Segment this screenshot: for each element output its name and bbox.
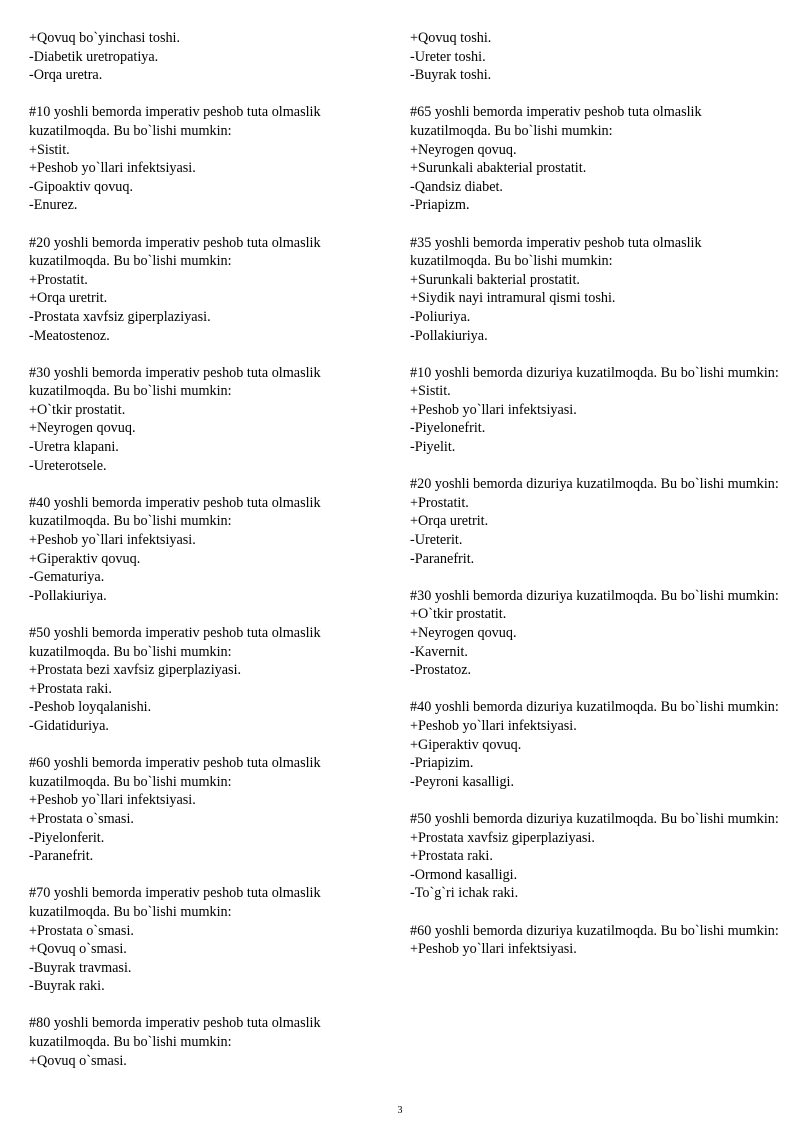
answer-option: +Prostata o`smasi.	[29, 810, 134, 827]
answer-option: -Ureter toshi.	[410, 48, 486, 65]
answer-option: +Peshob yo`llari infektsiyasi.	[29, 532, 196, 549]
answer-option: +Prostata xavfsiz giperplaziyasi.	[410, 829, 595, 846]
answer-option: -Gematuriya.	[29, 569, 105, 586]
answer-option: +Giperaktiv qovuq.	[29, 550, 141, 567]
question-block	[410, 587, 780, 680]
answer-option: +Peshob yo`llari infektsiyasi.	[29, 160, 196, 177]
answer-option: +O`tkir prostatit.	[29, 401, 126, 418]
answer-option: +Prostata bezi xavfsiz giperplaziyasi.	[29, 662, 242, 679]
question-block	[410, 29, 780, 85]
question-block	[410, 364, 780, 457]
answer-option: +Prostatit.	[29, 271, 88, 288]
answer-option: +Peshob yo`llari infektsiyasi.	[29, 792, 196, 809]
page-number: 3	[397, 1105, 403, 1116]
question-block	[29, 494, 399, 606]
question-text: #20 yoshli bemorda imperativ peshob tuta olmaslik kuzatilmoqda. Bu bo`lishi mumkin:	[29, 234, 321, 270]
answer-option: +Peshob yo`llari infektsiyasi.	[410, 717, 577, 734]
answer-option: -Ureterit.	[410, 532, 463, 549]
answer-option: +Peshob yo`llari infektsiyasi.	[410, 941, 577, 958]
question-text: #60 yoshli bemorda dizuriya kuzatilmoqda. Bu bo`lishi mumkin:	[410, 922, 779, 939]
answer-option: -Priapizim.	[410, 755, 474, 772]
question-block	[410, 922, 780, 959]
answer-option: -Paranefrit.	[29, 848, 94, 865]
answer-option: -Gipoaktiv qovuq.	[29, 178, 134, 195]
answer-option: +Prostata raki.	[410, 848, 493, 865]
answer-option: -Piyelit.	[410, 439, 456, 456]
answer-option: +Prostatit.	[410, 494, 469, 511]
left-column	[29, 29, 399, 1089]
right-column	[410, 29, 780, 977]
question-block	[410, 810, 780, 903]
question-block	[410, 475, 780, 568]
answer-option: +Sistit.	[29, 141, 70, 158]
answer-option: +Siydik nayi intramural qismi toshi.	[410, 290, 616, 307]
answer-option: -Kavernit.	[410, 643, 468, 660]
question-block	[29, 1014, 399, 1070]
answer-option: +Qovuq o`smasi.	[29, 1052, 127, 1069]
question-text: #20 yoshli bemorda dizuriya kuzatilmoqda. Bu bo`lishi mumkin:	[410, 476, 779, 493]
answer-option: +Orqa uretrit.	[410, 513, 489, 530]
question-text: #10 yoshli bemorda dizuriya kuzatilmoqda. Bu bo`lishi mumkin:	[410, 364, 779, 381]
answer-option: -Ormond kasalligi.	[410, 866, 518, 883]
question-text: #30 yoshli bemorda dizuriya kuzatilmoqda. Bu bo`lishi mumkin:	[410, 587, 779, 604]
answer-option: +Surunkali bakterial prostatit.	[410, 271, 580, 288]
question-text: #60 yoshli bemorda imperativ peshob tuta olmaslik kuzatilmoqda. Bu bo`lishi mumkin:	[29, 755, 321, 790]
question-block	[29, 103, 399, 215]
answer-option: +Surunkali abakterial prostatit.	[410, 160, 587, 177]
answer-option: -Piyelonefrit.	[410, 420, 486, 437]
answer-option: -Buyrak raki.	[29, 978, 105, 995]
answer-option: -Diabetik uretropatiya.	[29, 48, 159, 65]
answer-option: -Qandsiz diabet.	[410, 178, 503, 195]
question-text: #80 yoshli bemorda imperativ peshob tuta olmaslik kuzatilmoqda. Bu bo`lishi mumkin:	[29, 1015, 321, 1051]
question-text: #70 yoshli bemorda imperativ peshob tuta olmaslik kuzatilmoqda. Bu bo`lishi mumkin:	[29, 885, 321, 920]
question-text: #50 yoshli bemorda dizuriya kuzatilmoqda. Bu bo`lishi mumkin:	[410, 810, 779, 827]
answer-option: +Qovuq o`smasi.	[29, 941, 127, 958]
answer-option: +Prostata o`smasi.	[29, 922, 134, 939]
question-block	[29, 884, 399, 996]
question-text: #40 yoshli bemorda imperativ peshob tuta olmaslik kuzatilmoqda. Bu bo`lishi mumkin:	[29, 494, 321, 530]
question-text: #50 yoshli bemorda imperativ peshob tuta olmaslik kuzatilmoqda. Bu bo`lishi mumkin:	[29, 625, 321, 660]
answer-option: -Prostatoz.	[410, 662, 472, 679]
answer-option: -Piyelonferit.	[29, 829, 105, 846]
answer-option: -Buyrak travmasi.	[29, 959, 132, 976]
answer-option: +Qovuq toshi.	[410, 30, 492, 46]
question-block	[29, 29, 399, 85]
answer-option: +O`tkir prostatit.	[410, 606, 507, 623]
answer-option: -Paranefrit.	[410, 550, 475, 567]
answer-option: -Enurez.	[29, 197, 78, 214]
answer-option: +Neyrogen qovuq.	[29, 420, 136, 437]
question-block	[29, 364, 399, 476]
answer-option: -Prostata xavfsiz giperplaziyasi.	[29, 308, 211, 325]
answer-option: +Neyrogen qovuq.	[410, 625, 517, 641]
answer-option: -Priapizm.	[410, 197, 470, 214]
answer-option: -Peshob loyqalanishi.	[29, 699, 152, 716]
answer-option: +Giperaktiv qovuq.	[410, 736, 522, 753]
answer-option: -Orqa uretra.	[29, 67, 103, 84]
answer-option: -Meatostenoz.	[29, 327, 110, 344]
question-text: #65 yoshli bemorda imperativ peshob tuta olmaslik kuzatilmoqda. Bu bo`lishi mumkin:	[410, 104, 702, 139]
answer-option: +Orqa uretrit.	[29, 290, 108, 307]
answer-option: +Sistit.	[410, 383, 451, 400]
question-block	[410, 234, 780, 346]
answer-option: -Gidatiduriya.	[29, 717, 109, 734]
question-block	[410, 103, 780, 215]
answer-option: -Uretra klapani.	[29, 439, 119, 456]
answer-option: +Peshob yo`llari infektsiyasi.	[410, 401, 577, 418]
question-text: #30 yoshli bemorda imperativ peshob tuta olmaslik kuzatilmoqda. Bu bo`lishi mumkin:	[29, 364, 321, 400]
question-block	[29, 754, 399, 866]
question-block	[29, 234, 399, 346]
answer-option: -To`g`ri ichak raki.	[410, 885, 519, 902]
answer-option: +Prostata raki.	[29, 680, 112, 697]
answer-option: -Poliuriya.	[410, 308, 471, 325]
answer-option: -Ureterotsele.	[29, 457, 107, 474]
answer-option: -Pollakiuriya.	[29, 587, 107, 604]
answer-option: -Peyroni kasalligi.	[410, 773, 515, 790]
question-block	[410, 698, 780, 791]
question-text: #40 yoshli bemorda dizuriya kuzatilmoqda. Bu bo`lishi mumkin:	[410, 699, 779, 716]
answer-option: -Pollakiuriya.	[410, 327, 488, 344]
question-block	[29, 624, 399, 736]
answer-option: -Buyrak toshi.	[410, 67, 492, 84]
answer-option: +Qovuq bo`yinchasi toshi.	[29, 30, 181, 46]
question-text: #10 yoshli bemorda imperativ peshob tuta olmaslik kuzatilmoqda. Bu bo`lishi mumkin:	[29, 104, 321, 139]
question-text: #35 yoshli bemorda imperativ peshob tuta olmaslik kuzatilmoqda. Bu bo`lishi mumkin:	[410, 234, 702, 270]
answer-option: +Neyrogen qovuq.	[410, 141, 517, 158]
